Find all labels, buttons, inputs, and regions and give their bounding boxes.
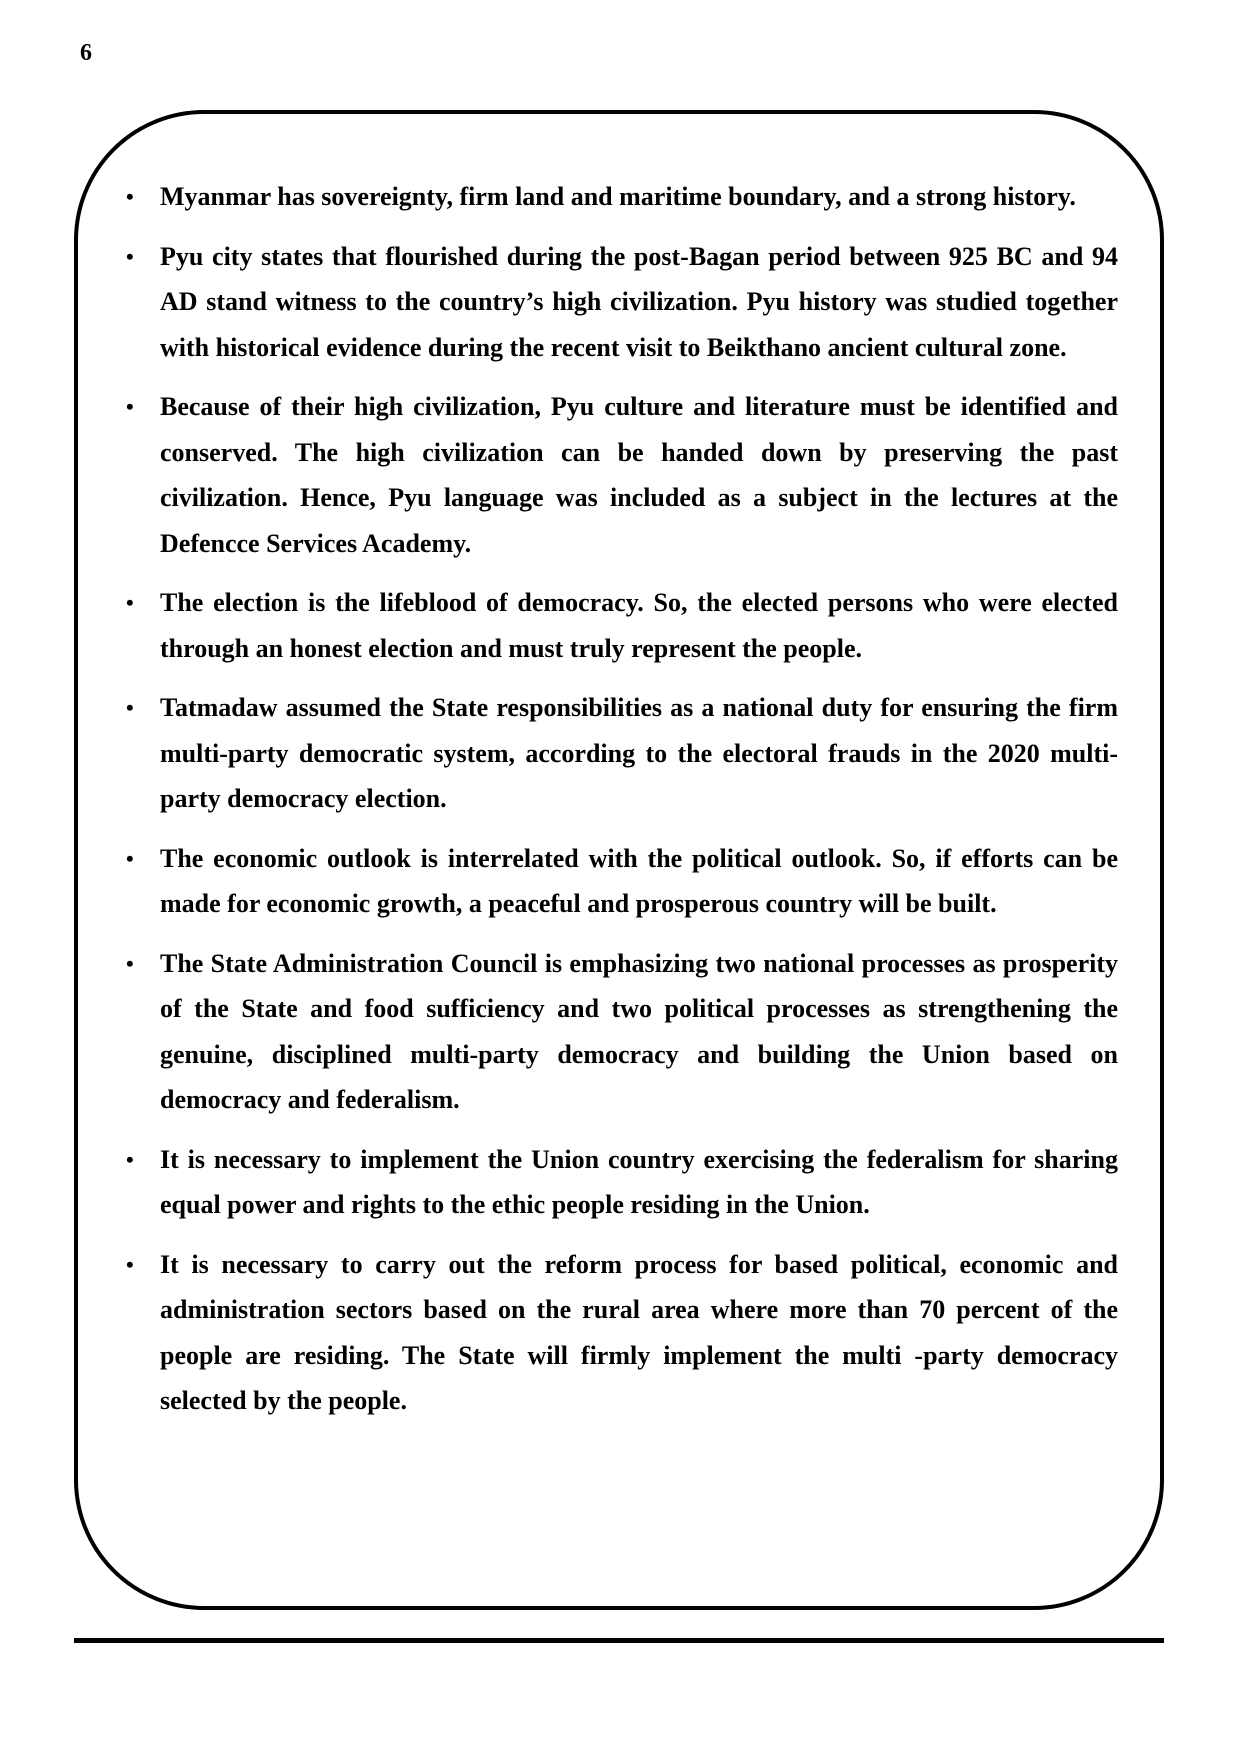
bullet-text: It is necessary to carry out the reform process for based political, economic and administration sectors based on the rural area where more than 70 percent of the people are residing. The State will firmly implement the multi -party democracy selected by the people.	[160, 1249, 1118, 1415]
bullet-dot-icon: •	[126, 243, 134, 269]
bullet-dot-icon: •	[126, 695, 134, 720]
bullet-item	[126, 941, 1118, 1123]
bullet-dot-icon: •	[126, 1251, 134, 1277]
bullet-dot-icon: •	[126, 845, 134, 871]
bullet-text: Pyu city states that flourished during the post-Bagan period between 925 BC and 94 AD stand witness to the country’s high civilization. Pyu history was studied together with historical evidence during the recent visit to Beikthano ancient cultural zone.	[160, 241, 1118, 362]
bullet-item	[126, 580, 1118, 671]
bullet-text: The State Administration Council is emphasizing two national processes as prosperity of the State and food sufficiency and two political processes as strengthening the genuine, disciplined multi-party democracy and building the Union based on democracy and federalism.	[160, 948, 1118, 1114]
bullet-dot-icon: •	[126, 590, 134, 615]
footer-rule	[74, 1638, 1164, 1643]
bullet-list	[126, 174, 1118, 1438]
bullet-text: Because of their high civilization, Pyu culture and literature must be identified and conserved. The high civilization can be handed down by preserving the past civilization. Hence, Pyu language was included as a subject in the lectures at the Defencce Services Academy.	[160, 392, 1118, 558]
bullet-text: It is necessary to implement the Union country exercising the federalism for sharing equal power and rights to the ethic people residing in the Union.	[160, 1144, 1118, 1219]
bullet-item	[126, 1242, 1118, 1424]
bullet-text: Tatmadaw assumed the State responsibilities as a national duty for ensuring the firm multi-party democratic system, according to the electoral frauds in the 2020 multi-party democracy election.	[160, 693, 1118, 813]
bullet-dot-icon: •	[126, 184, 134, 209]
bullet-item	[126, 234, 1118, 371]
bullet-item	[126, 384, 1118, 566]
bullet-item	[126, 174, 1118, 220]
bullet-text: The economic outlook is interrelated with the political outlook. So, if efforts can be made for economic growth, a peaceful and prosperous country will be built.	[160, 843, 1118, 918]
bullet-text: The election is the lifeblood of democracy. So, the elected persons who were elected through an honest election and must truly represent the people.	[160, 588, 1118, 663]
page-number: 6	[80, 40, 92, 66]
bullet-dot-icon: •	[126, 394, 134, 419]
bullet-item	[126, 685, 1118, 822]
bullet-text: Myanmar has sovereignty, firm land and maritime boundary, and a strong history.	[160, 182, 1076, 211]
bullet-dot-icon: •	[126, 1146, 134, 1172]
bullet-item	[126, 836, 1118, 927]
bullet-item	[126, 1137, 1118, 1228]
bullet-dot-icon: •	[126, 950, 134, 976]
